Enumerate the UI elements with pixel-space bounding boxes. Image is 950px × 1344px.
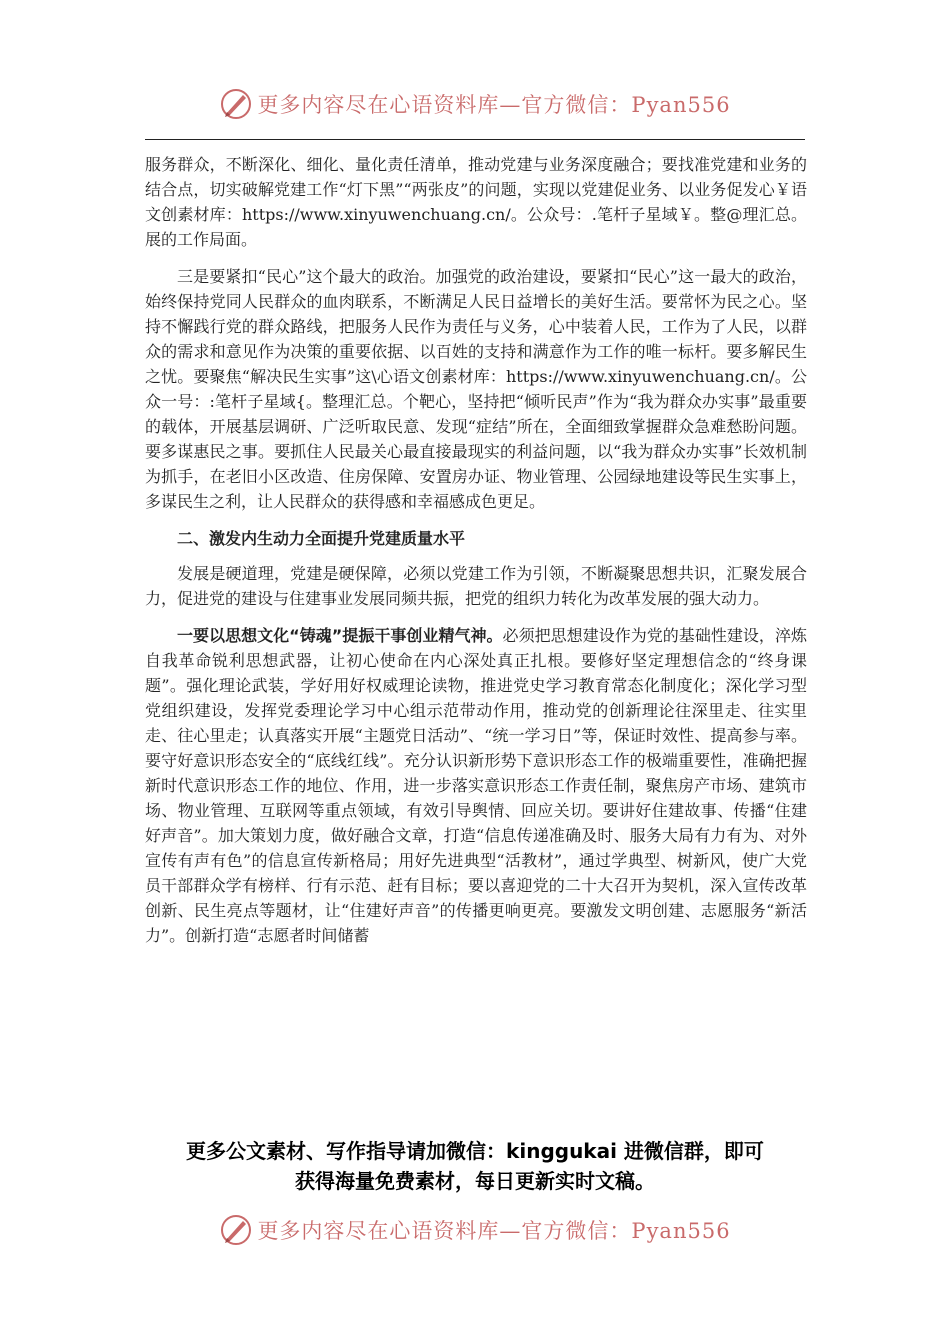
paragraph-4 — [145, 623, 807, 948]
paragraph-4-lead: 一要以思想文化“铸魂”提振干事创业精气神。 — [177, 626, 503, 645]
paragraph-2: 三是要紧扣“民心”这个最大的政治。加强党的政治建设，要紧扣“民心”这一最大的政治，始终保持党同人民群众的血肉联系，不断满足人民日益增长的美好生活。要常怀为民之心。坚持不懈践行党的群众路线，把服务人民作为责任与义务，心中装着人民，工作为了人民，以群众的需求和意见作为决策的重要依据、以百姓的支持和满意作为工作的唯一标杆。要多解民生之忧。要聚焦“解决民生实事”这\心语文创素材库：https://www.xinyuwenchuang.cn/。公众一号：:笔杆子星域{。整理汇总。个靶心，坚持把“倾听民声”作为“我为群众办实事”最重要的载体，开展基层调研、广泛听取民意、发现“症结”所在，全面细致掌握群众急难愁盼问题。要多谋惠民之事。要抓住人民最关心最直接最现实的利益问题，以“我为群众办实事”长效机制为抓手，在老旧小区改造、住房保障、安置房办证、物业管理、公园绿地建设等民生实事上，多谋民生之利，让人民群众的获得感和幸福感成色更足。 — [145, 267, 807, 511]
paragraph-1: 服务群众，不断深化、细化、量化责任清单，推动党建与业务深度融合；要找准党建和业务的结合点，切实破解党建工作“灯下黑”“两张皮”的问题，实现以党建促业务、以业务促发心￥语文创素材库：https://www.xinyuwenchuang.cn/。公众号：.笔杆子星域￥。整@理汇总。展的工作局面。 — [145, 155, 807, 249]
header-banner — [0, 84, 950, 124]
document-body — [145, 152, 807, 960]
footer-banner — [0, 1210, 950, 1250]
paragraph-3: 发展是硬道理，党建是硬保障，必须以党建工作为引领，不断凝聚思想共识，汇聚发展合力，促进党的建设与住建事业发展同频共振，把党的组织力转化为改革发展的强大动力。 — [145, 564, 807, 608]
paragraph-4-body: 必须把思想建设作为党的基础性建设，淬炼自我革命锐利思想武器，让初心使命在内心深处真正扎根。要修好坚定理想信念的“终身课题”。强化理论武装，学好用好权威理论读物，推进党史学习教育常态化制度化；深化学习型党组织建设，发挥党委理论学习中心组示范带动作用，推动党的创新理论往深里走、往实里走、往心里走；认真落实开展“主题党日活动”、“统一学习日”等，保证时效性、提高参与率。要守好意识形态安全的“底线红线”。充分认识新形势下意识形态工作的极端重要性，准确把握新时代意识形态工作的地位、作用，进一步落实意识形态工作责任制，聚焦房产市场、建筑市场、物业管理、互联网等重点领域，有效引导舆情、回应关切。要讲好住建故事、传播“住建好声音”。加大策划力度，做好融合文章，打造“信息传递准确及时、服务大局有力有为、对外宣传有声有色”的信息宣传新格局；用好先进典型“活教材”，通过学典型、树新风，使广大党员干部群众学有榜样、行有示范、赶有目标；要以喜迎党的二十大召开为契机，深入宣传改革创新、民生亮点等题材，让“住建好声音”的传播更响更亮。要激发文明创建、志愿服务“新活力”。创新打造“志愿者时间储蓄 — [145, 626, 807, 945]
pen-logo-icon — [219, 87, 253, 121]
section-heading: 二、激发内生动力全面提升党建质量水平 — [177, 529, 466, 548]
header-divider — [145, 139, 805, 140]
promo-line-1: 更多公文素材、写作指导请加微信：kinggukai 进微信群，即可 — [186, 1139, 764, 1163]
footer-banner-text: 更多内容尽在心语资料库—官方微信：Pyan556 — [257, 1219, 731, 1243]
promo-notice — [145, 1136, 805, 1196]
header-banner-text: 更多内容尽在心语资料库—官方微信：Pyan556 — [257, 93, 731, 117]
promo-line-2: 获得海量免费素材，每日更新实时文稿。 — [295, 1169, 655, 1193]
pen-logo-icon — [219, 1213, 253, 1247]
